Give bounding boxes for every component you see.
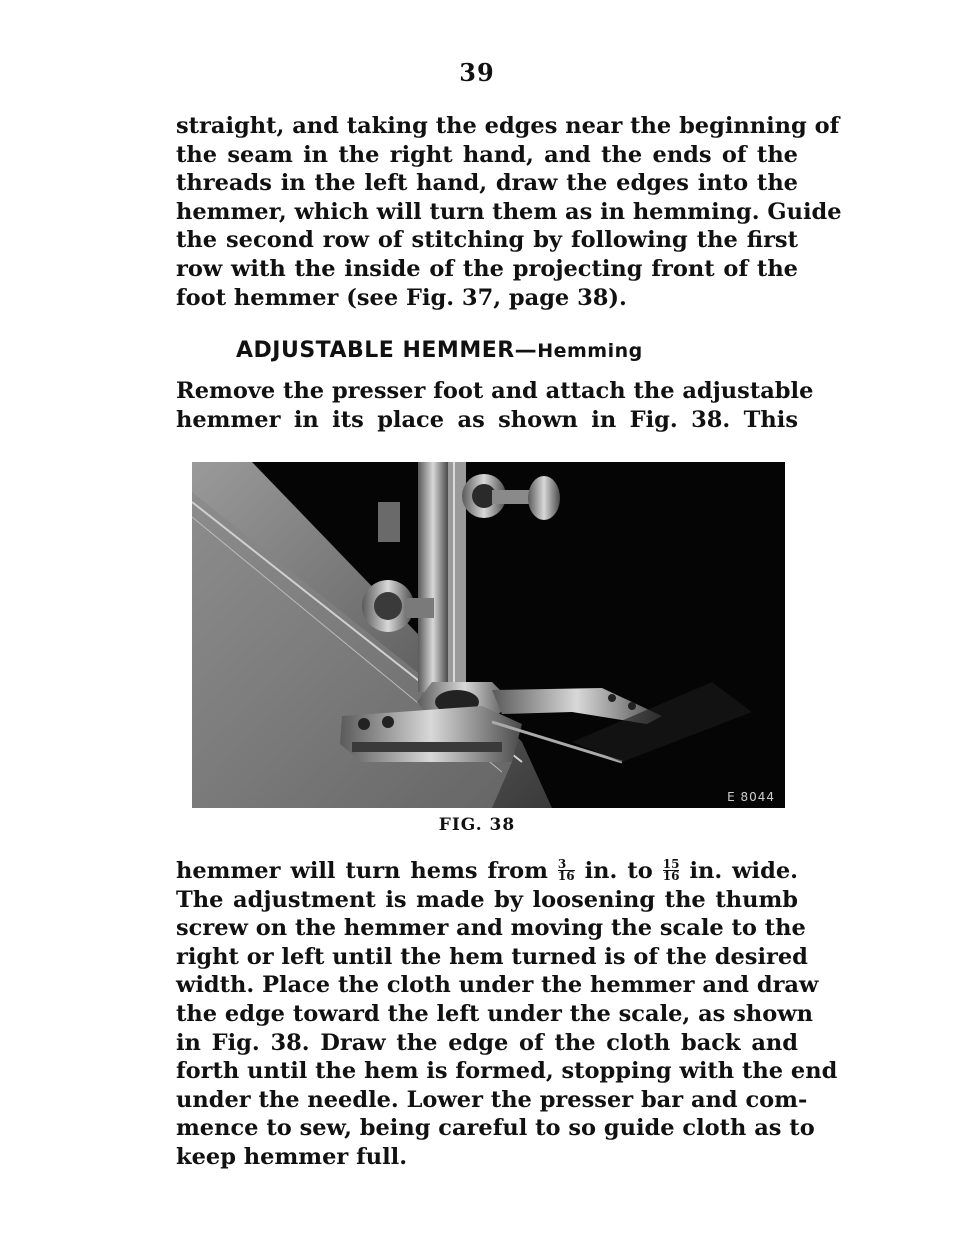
text-line: the seam in the right hand, and the ends of the: [176, 141, 798, 168]
text-line: width. Place the cloth under the hemmer and draw: [176, 972, 819, 999]
paragraph-1: [176, 112, 842, 312]
text-line: hemmer, which will turn them as in hemming. Guide: [176, 198, 842, 225]
text-line: the second row of stitching by following the first: [176, 227, 798, 254]
fraction-denominator: 16: [662, 869, 680, 883]
text-line: keep hemmer full.: [176, 1143, 408, 1170]
page-number: 39: [459, 58, 495, 87]
fraction-numerator: 15: [662, 857, 680, 871]
text-line: screw on the hemmer and moving the scale to the: [176, 915, 806, 942]
figure-photo: [192, 462, 785, 808]
text-line: Remove the presser foot and attach the adjustable: [176, 378, 814, 404]
figure-code: E 8044: [727, 790, 775, 804]
text-line: threads in the left hand, draw the edges into the: [176, 170, 798, 197]
fraction-numerator: 3: [558, 859, 575, 871]
text-segment: in. to: [584, 858, 653, 884]
text-segment: hemmer will turn hems from: [176, 858, 548, 884]
heading-main: ADJUSTABLE HEMMER—: [236, 338, 538, 363]
text-line: foot hemmer (see Fig. 37, page 38).: [176, 284, 627, 311]
heading-sub: Hemming: [537, 340, 643, 362]
text-line: straight, and taking the edges near the beginning of: [176, 113, 840, 139]
text-line-with-fractions: [176, 857, 798, 886]
text-line: hemmer in its place as shown in Fig. 38. This: [176, 406, 798, 433]
paragraph-3: [176, 857, 838, 1172]
text-line: row with the inside of the projecting front of the: [176, 255, 798, 282]
paragraph-2: [176, 377, 814, 434]
text-segment: in. wide.: [689, 858, 798, 884]
fraction: [558, 859, 575, 882]
text-line: forth until the hem is formed, stopping with the end: [176, 1058, 838, 1085]
fraction: [663, 859, 680, 882]
fraction-denominator: 16: [557, 869, 575, 883]
text-line: mence to sew, being careful to so guide cloth as to: [176, 1115, 815, 1142]
text-line: right or left until the hem turned is of the desired: [176, 943, 808, 970]
figure-caption: FIG. 38: [438, 815, 516, 835]
section-heading: [236, 338, 643, 363]
text-line: in Fig. 38. Draw the edge of the cloth back and: [176, 1029, 798, 1056]
text-line: under the needle. Lower the presser bar and com-: [176, 1086, 808, 1113]
hemmer-photo-illustration: [192, 462, 785, 808]
text-line: The adjustment is made by loosening the thumb: [176, 886, 798, 913]
text-line: the edge toward the left under the scale, as shown: [176, 1000, 813, 1027]
